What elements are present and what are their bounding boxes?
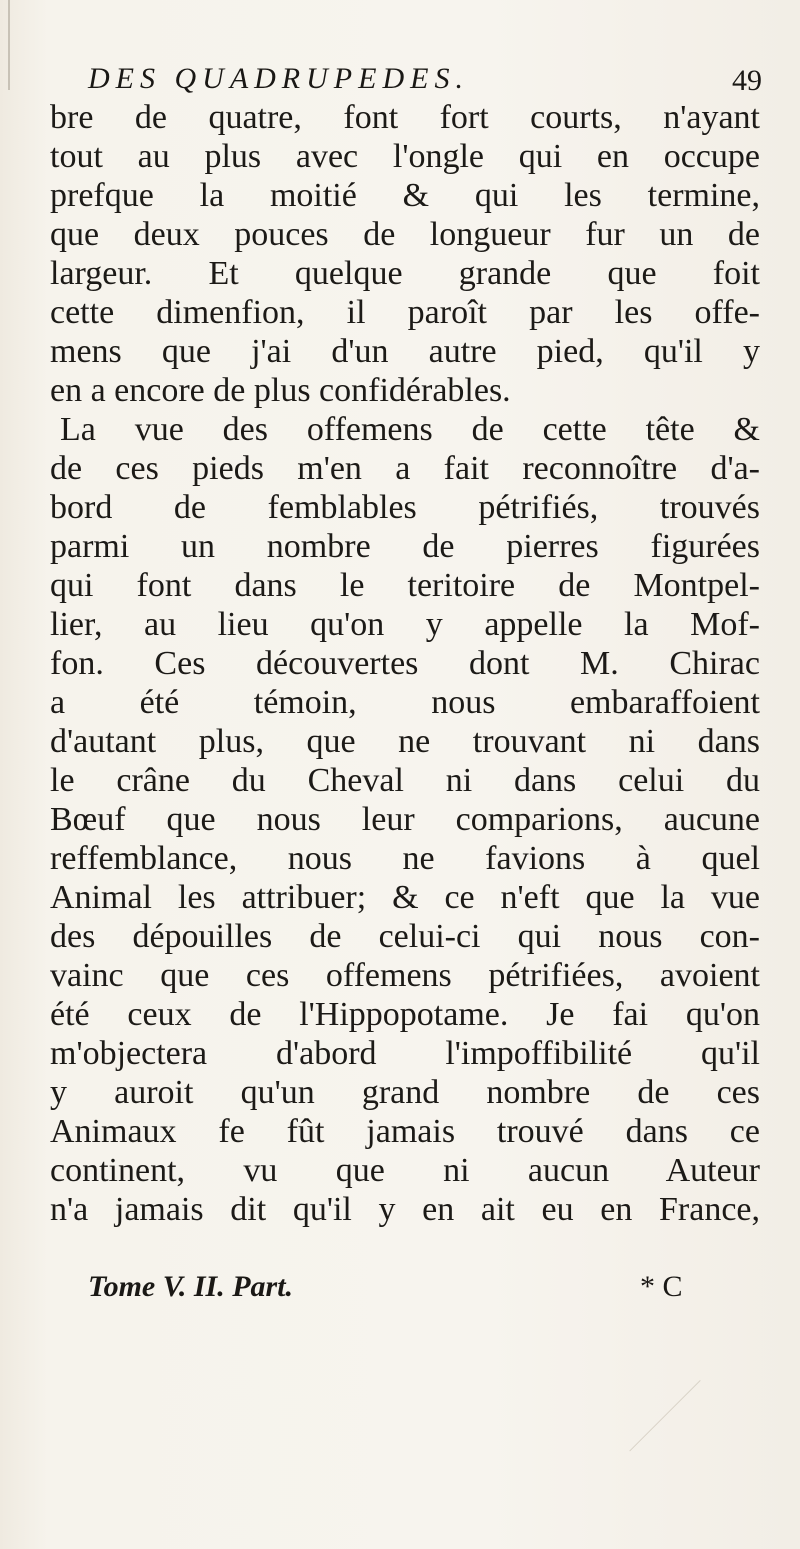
- text-line: été ceux de l'Hippopotame. Je fai qu'on: [50, 996, 760, 1033]
- text-line: des dépouilles de celui-ci qui nous con-: [50, 918, 760, 955]
- text-line: que deux pouces de longueur fur un de: [50, 216, 760, 253]
- text-line: prefque la moitié & qui les termine,: [50, 177, 760, 214]
- text-line: lier, au lieu qu'on y appelle la Mof-: [50, 606, 760, 643]
- text-line: cette dimenfion, il paroît par les offe-: [50, 294, 760, 331]
- text-line: Animaux fe fût jamais trouvé dans ce: [50, 1113, 760, 1150]
- text-line: le crâne du Cheval ni dans celui du: [50, 762, 760, 799]
- text-line: La vue des offemens de cette tête &: [60, 411, 760, 448]
- text-line: n'a jamais dit qu'il y en ait eu en France,: [50, 1191, 760, 1228]
- text-line: a été témoin, nous embaraffoient: [50, 684, 760, 721]
- text-line: Bœuf que nous leur comparions, aucune: [50, 801, 760, 838]
- text-line: continent, vu que ni aucun Auteur: [50, 1152, 760, 1189]
- text-line: de ces pieds m'en a fait reconnoître d'a-: [50, 450, 760, 487]
- text-line: qui font dans le teritoire de Montpel-: [50, 567, 760, 604]
- page-number: 49: [732, 64, 762, 97]
- text-line: parmi un nombre de pierres figurées: [50, 528, 760, 565]
- text-line: en a encore de plus confidérables.: [50, 372, 511, 409]
- text-line: vainc que ces offemens pétrifiées, avoient: [50, 957, 760, 994]
- signature-line: Tome V. II. Part.: [88, 1270, 294, 1303]
- text-line: y auroit qu'un grand nombre de ces: [50, 1074, 760, 1111]
- text-line: tout au plus avec l'ongle qui en occupe: [50, 138, 760, 175]
- text-line: bre de quatre, font fort courts, n'ayant: [50, 99, 760, 136]
- text-line: reffemblance, nous ne favions à quel: [50, 840, 760, 877]
- text-line: d'autant plus, que ne trouvant ni dans: [50, 723, 760, 760]
- page-header: [0, 62, 800, 102]
- text-line: mens que j'ai d'un autre pied, qu'il y: [50, 333, 760, 370]
- text-line: largeur. Et quelque grande que foit: [50, 255, 760, 292]
- body-text: [50, 98, 760, 1229]
- running-head: DES QUADRUPEDES.: [88, 62, 469, 95]
- text-line: m'objectera d'abord l'impoffibilité qu'il: [50, 1035, 760, 1072]
- signature-mark: * C: [640, 1270, 683, 1303]
- text-line: fon. Ces découvertes dont M. Chirac: [50, 645, 760, 682]
- text-line: Animal les attribuer; & ce n'eft que la vue: [50, 879, 760, 916]
- paper-mark: [629, 1380, 700, 1451]
- text-line: bord de femblables pétrifiés, trouvés: [50, 489, 760, 526]
- page-footer: [0, 1270, 800, 1310]
